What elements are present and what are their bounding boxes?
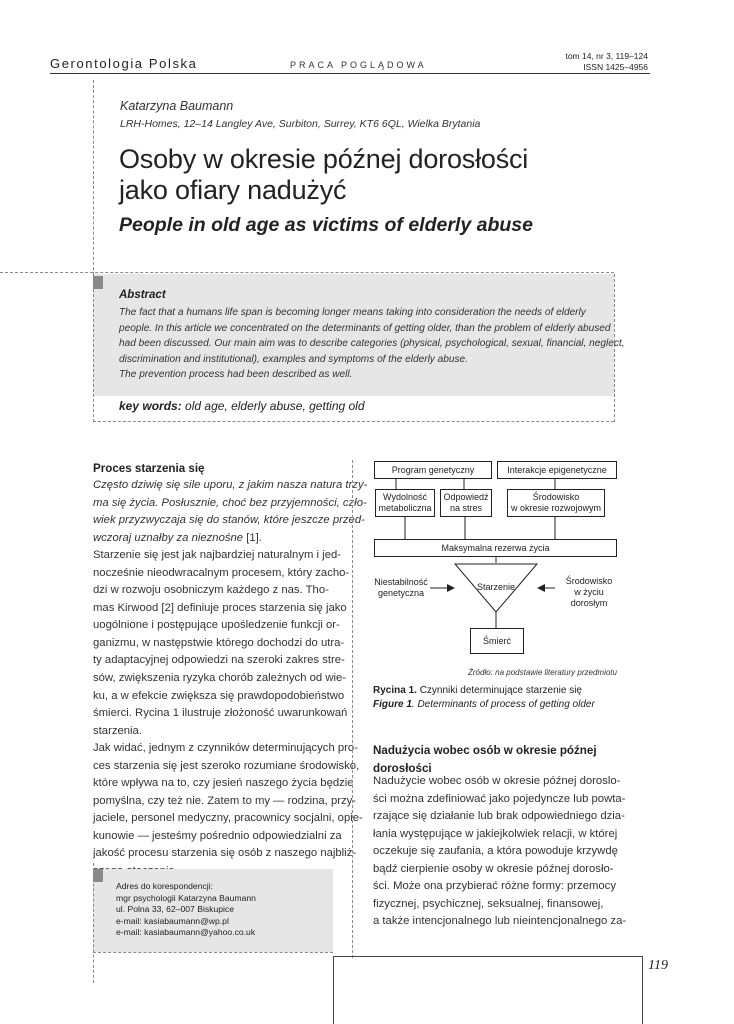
box-genetic-program bbox=[374, 461, 492, 479]
paragraph-line: ku, a w efekcie zwiększa się prawdopodobieństwo bbox=[93, 689, 345, 702]
paragraph-line: ty adaptacyjnej odpowiedzi na szeroki zakres stre- bbox=[93, 654, 345, 667]
box-genetic-program-label: Program genetyczny bbox=[391, 464, 475, 475]
paragraph-line: uogólnione i postępujące upośledzenie funkcji or- bbox=[93, 619, 340, 632]
figure-caption-en-text: . Determinants of process of getting older bbox=[411, 699, 595, 710]
box-developmental-environment bbox=[507, 489, 605, 517]
keywords-label: key words: bbox=[119, 399, 182, 413]
box-epigenetic bbox=[497, 461, 617, 479]
section-heading-abuse-line-2: dorosłości bbox=[373, 761, 432, 775]
author-name: Katarzyna Baumann bbox=[120, 99, 234, 113]
abstract-line: The fact that a humans life span is becoming longer means taking into consideration the needs of elderly bbox=[119, 307, 586, 318]
title-pl-line2: jako ofiary nadużyć bbox=[119, 175, 347, 205]
correspondence-marker bbox=[93, 869, 103, 882]
volume-info: tom 14, nr 3, 119–124 bbox=[565, 51, 648, 61]
box-metabolic-label-1: Wydolność bbox=[383, 492, 427, 502]
paragraph-line: oczekuje się zaufania, a która powoduje krzywdę bbox=[373, 845, 618, 858]
paragraph-line: sów, zwiększenia ryzyka chorób zależnych od wie- bbox=[93, 672, 347, 685]
label-env-life-line-3: dorosłym bbox=[570, 598, 608, 608]
correspondence-bottom-dash bbox=[93, 952, 333, 953]
paragraph-line: a także intencjonalnego lub nieintencjonalnego za- bbox=[373, 915, 627, 928]
paragraph-line: nocześnie nieodwracalnym procesem, który zacho- bbox=[93, 566, 350, 579]
box-death bbox=[470, 628, 524, 654]
footer-vertical-line bbox=[333, 956, 334, 1024]
box-reserve-label: Maksymalna rezerwa życia bbox=[441, 542, 550, 553]
arrowhead-left bbox=[447, 584, 455, 592]
figure-source: Źródło: na podstawie literatury przedmiotu bbox=[468, 668, 617, 677]
footer-rule bbox=[333, 956, 642, 957]
paragraph-line: jakość procesu starzenia się osób z naszego najbliż- bbox=[93, 847, 357, 860]
quote-last-part: wczoraj uznałby za nieznośne bbox=[93, 531, 244, 544]
quote-reference: [1]. bbox=[243, 531, 262, 544]
page-number-separator bbox=[642, 956, 643, 1024]
box-stress-response bbox=[440, 489, 492, 517]
paragraph-line: dzi w rozwoju osobniczym każdego z nas. Tho- bbox=[93, 584, 329, 597]
paragraph-line: ści. Może ona przybierać różne formy: przemocy bbox=[373, 880, 616, 893]
label-adult-environment bbox=[558, 576, 620, 609]
paragraph-line: ganizmu, w następstwie którego dochodzi do utra- bbox=[93, 636, 345, 649]
title-en: People in old age as victims of elderly abuse bbox=[119, 214, 533, 236]
keywords-text: old age, elderly abuse, getting old bbox=[185, 399, 365, 413]
abstract-line: had been discussed. Our main aim was to describe categories (physical, psychological, sexual, financial, neglect, bbox=[119, 338, 625, 350]
box-stress-label-2: na stres bbox=[449, 503, 482, 513]
figure-caption-pl-label: Rycina 1. bbox=[373, 685, 417, 696]
correspondence-line: ul. Polna 33, 62–007 Biskupice bbox=[116, 904, 235, 915]
label-instab-line-1: Niestabilność bbox=[374, 577, 428, 587]
correspondence-line: e-mail: kasiabaumann@yahoo.co.uk bbox=[116, 927, 256, 938]
figure-caption-pl bbox=[373, 685, 582, 696]
label-genetic-instability bbox=[369, 577, 433, 599]
abstract-line: discrimination and institutional), examples and symptoms of the elderly abuse. bbox=[119, 353, 468, 365]
arrowhead-right bbox=[537, 584, 545, 592]
title-pl-line1: Osoby w okresie późnej dorosłości bbox=[119, 144, 529, 174]
paragraph-line: mas Kirwood [2] definiuje proces starzenia się jako bbox=[93, 601, 347, 614]
correspondence-text bbox=[116, 881, 256, 939]
paragraph-line: pomyślna, czy też nie. Zatem to my — rodzina, przy- bbox=[93, 794, 357, 807]
label-env-life-line-1: Środowisko bbox=[565, 576, 613, 586]
page-number: 119 bbox=[648, 958, 668, 973]
figure-caption-en bbox=[373, 699, 595, 710]
box-epigenetic-label: Interakcje epigenetyczne bbox=[507, 464, 607, 475]
paragraph-line: bądź cierpienie osoby w okresie późnej dorosło- bbox=[373, 862, 614, 875]
figure-caption-en-label: Figure 1 bbox=[373, 699, 412, 710]
box-stress-label-1: Odpowiedź bbox=[443, 492, 489, 502]
abstract-line: people. In this article we concentrated on the determinants of getting older, than the problem of elderly abused bbox=[119, 322, 611, 334]
paragraph-line: ces starzenia się jest szeroko rozumiane środowisko, bbox=[93, 759, 360, 772]
box-metabolic-label-2: metaboliczna bbox=[378, 503, 432, 513]
box-maximum-life-reserve bbox=[374, 539, 617, 557]
paragraph-line: rzające się działanie lub brak odpowiedniego dzia- bbox=[373, 810, 625, 823]
paragraph-line: śmierci. Rycina 1 ilustruje złożoność uwarunkowań bbox=[93, 707, 348, 720]
correspondence-line: mgr psychologii Katarzyna Baumann bbox=[116, 892, 256, 903]
paragraph-line: Starzenie się jest jak najbardziej naturalnym i jed- bbox=[93, 549, 342, 562]
section-heading-aging: Proces starzenia się bbox=[93, 462, 205, 475]
paragraph-line: ści można zdefiniować jako pojedyncze lub powta- bbox=[373, 792, 626, 805]
paragraph-line: Jak widać, jednym z czynników determinujących pro- bbox=[93, 742, 358, 755]
paragraph-line: starzenia. bbox=[93, 724, 142, 737]
paragraph-line: jaciele, personel medyczny, pracownicy socjalni, opie- bbox=[93, 812, 363, 825]
journal-name: Gerontologia Polska bbox=[50, 56, 198, 71]
quote-line: Często dziwię się sile uporu, z jakim nasza natura trzy- bbox=[93, 479, 368, 491]
paragraph-line: które wpływa na to, czy jesień naszego życia będzie bbox=[93, 777, 354, 790]
box-env-dev-label-2: w okresie rozwojowym bbox=[510, 503, 602, 513]
author-affiliation: LRH-Homes, 12–14 Langley Ave, Surbiton, Surrey, KT6 6QL, Wielka Brytania bbox=[120, 118, 481, 130]
label-instab-line-2: genetyczna bbox=[377, 588, 425, 598]
issn: ISSN 1425–4956 bbox=[583, 62, 648, 72]
abstract-heading: Abstract bbox=[119, 289, 166, 301]
section-heading-abuse-line-1: Nadużycia wobec osób w okresie późnej bbox=[373, 744, 597, 757]
correspondence-line: Adres do korespondencji: bbox=[116, 881, 213, 891]
correspondence-line: e-mail: kasiabaumann@wp.pl bbox=[116, 915, 229, 926]
quote-line: ma się życia. Posłusznie, choć bez przyjemności, czło- bbox=[93, 496, 367, 509]
box-death-label: Śmierć bbox=[482, 635, 511, 646]
section-heading-abuse bbox=[373, 742, 597, 777]
box-env-dev-label-1: Środowisko bbox=[532, 492, 580, 502]
label-aging: Starzenie bbox=[476, 582, 516, 592]
right-column-text bbox=[373, 773, 627, 931]
paragraph-line: łania występujące w jakiejkolwiek relacji, w której bbox=[373, 827, 618, 840]
abstract-line: The prevention process had been described as well. bbox=[119, 369, 353, 381]
paragraph-line: Nadużycie wobec osób w okresie późnej doroslo- bbox=[373, 775, 621, 787]
box-metabolic-capacity bbox=[375, 489, 435, 517]
paragraph-line: kunowie — jesteśmy pośrednio odpowiedzialni za bbox=[93, 829, 342, 842]
label-env-life-line-2: w życiu bbox=[574, 587, 604, 597]
article-type: PRACA POGLĄDOWA bbox=[290, 60, 427, 70]
paragraph-line: fizycznej, psychicznej, seksualnej, finansowej, bbox=[373, 897, 604, 910]
figure-caption-pl-text: Czynniki determinujące starzenie się bbox=[416, 685, 582, 696]
quote-line: wiek przyzwyczaja się do stanów, które jeszcze przed- bbox=[93, 514, 365, 527]
